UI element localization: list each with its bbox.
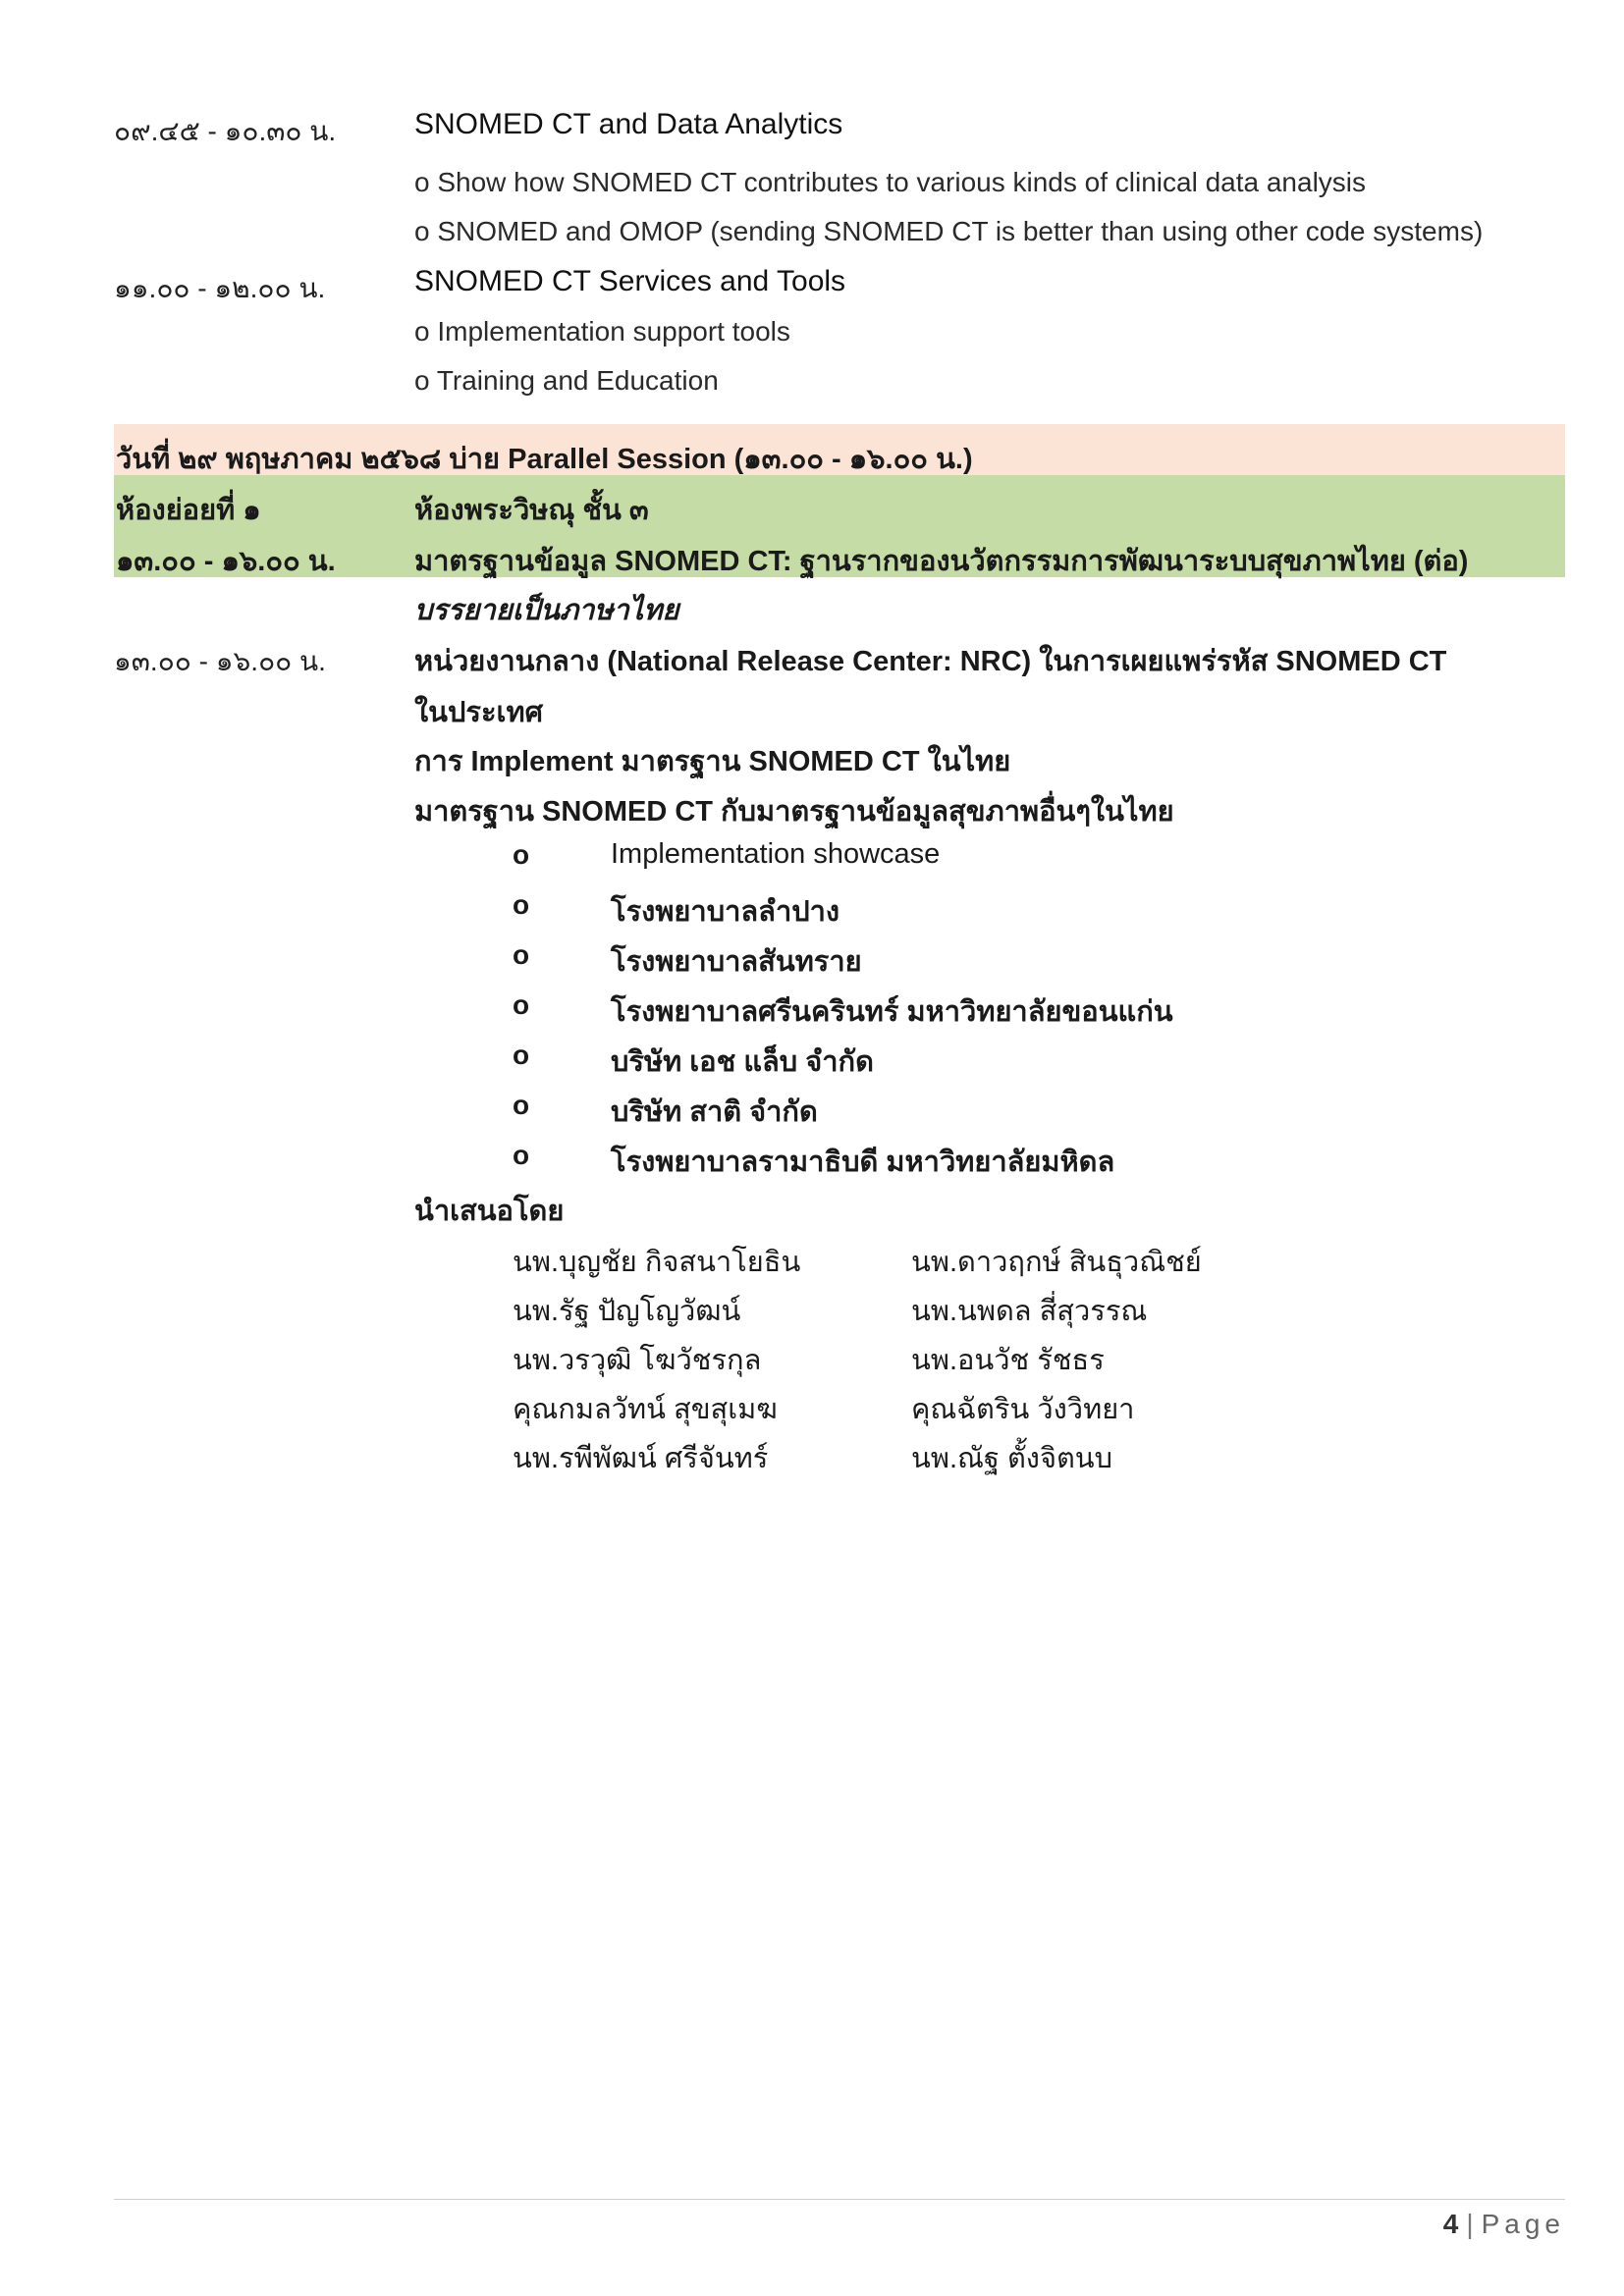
bullet-marker: o (513, 839, 530, 870)
bullet-item: บริษัท สาติ จำกัด (611, 1096, 818, 1128)
session-title: SNOMED CT and Data Analytics (414, 108, 843, 140)
bullet-item: โรงพยาบาลสันทราย (611, 946, 862, 978)
session-item: o Training and Education (414, 365, 719, 396)
bullet-marker: o (513, 1140, 530, 1170)
afternoon-line: ในประเทศ (414, 697, 543, 728)
session-time: ๐๙.๔๕ - ๑๐.๓๐ น. (114, 116, 337, 146)
bullet-marker: o (513, 939, 530, 970)
session-item: o Implementation support tools (414, 316, 790, 347)
presenter-name: คุณฉัตริน วังวิทยา (911, 1394, 1135, 1425)
session-item: o SNOMED and OMOP (sending SNOMED CT is better than using other code systems) (414, 216, 1484, 246)
presenter-name: นพ.รพีพัฒน์ ศรีจันทร์ (513, 1443, 769, 1474)
bullet-item: โรงพยาบาลลำปาง (611, 896, 840, 928)
bullet-item: โรงพยาบาลศรีนครินทร์ มหาวิทยาลัยขอนแก่น (611, 996, 1173, 1028)
session-time: ๑๓.๐๐ - ๑๖.๐๐ น. (116, 546, 336, 577)
day-header: วันที่ ๒๙ พฤษภาคม ๒๕๖๘ บ่าย Parallel Session (๑๓.๐๐ - ๑๖.๐๐ น.) (116, 444, 973, 475)
presenter-name: นพ.นพดล สี่สุวรรณ (911, 1296, 1148, 1327)
presenter-name: นพ.รัฐ ปัญโญวัฒน์ (513, 1296, 741, 1327)
bullet-item: บริษัท เอช แล็บ จำกัด (611, 1046, 874, 1078)
presented-by-label: นำเสนอโดย (414, 1196, 565, 1227)
room-name: ห้องพระวิษณุ ชั้น ๓ (414, 495, 649, 526)
session-title: มาตรฐานข้อมูล SNOMED CT: ฐานรากของนวัตกรรมการพัฒนาระบบสุขภาพไทย (ต่อ) (414, 546, 1469, 577)
presenter-name: นพ.วรวุฒิ โฆวัชรกุล (513, 1345, 762, 1376)
session-title: SNOMED CT Services and Tools (414, 265, 846, 297)
bullet-item: โรงพยาบาลรามาธิบดี มหาวิทยาลัยมหิดล (611, 1147, 1115, 1178)
page-word: Page (1481, 2209, 1565, 2239)
session-item: o Show how SNOMED CT contributes to various kinds of clinical data analysis (414, 167, 1367, 197)
bullet-marker: o (513, 889, 530, 920)
room-label: ห้องย่อยที่ ๑ (116, 495, 261, 526)
language-note: บรรยายเป็นภาษาไทย (414, 595, 679, 626)
footer-divider (114, 2199, 1565, 2200)
presenter-name: คุณกมลวัทน์ สุขสุเมฆ (513, 1394, 778, 1425)
presenter-name: นพ.ดาวฤกษ์ สินธุวณิชย์ (911, 1247, 1202, 1278)
afternoon-line: มาตรฐาน SNOMED CT กับมาตรฐานข้อมูลสุขภาพอื่นๆในไทย (414, 796, 1174, 828)
session-time: ๑๑.๐๐ - ๑๒.๐๐ น. (114, 273, 326, 303)
presenter-name: นพ.ณัฐ ตั้งจิตนบ (911, 1443, 1113, 1474)
afternoon-line: หน่วยงานกลาง (National Release Center: NRC) ในการเผยแพร่รหัส SNOMED CT (414, 646, 1447, 677)
footer-separator: | (1466, 2209, 1474, 2239)
bullet-marker: o (513, 1040, 530, 1070)
presenter-name: นพ.อนวัช รัชธร (911, 1345, 1105, 1376)
afternoon-line: การ Implement มาตรฐาน SNOMED CT ในไทย (414, 746, 1011, 777)
bullet-marker: o (513, 989, 530, 1020)
presenter-name: นพ.บุญชัย กิจสนาโยธิน (513, 1247, 801, 1278)
session-time: ๑๓.๐๐ - ๑๖.๐๐ น. (114, 646, 326, 676)
page-footer (1443, 2209, 1565, 2240)
bullet-marker: o (513, 1090, 530, 1120)
page-number: 4 (1442, 2209, 1459, 2239)
bullet-item: Implementation showcase (611, 838, 941, 870)
